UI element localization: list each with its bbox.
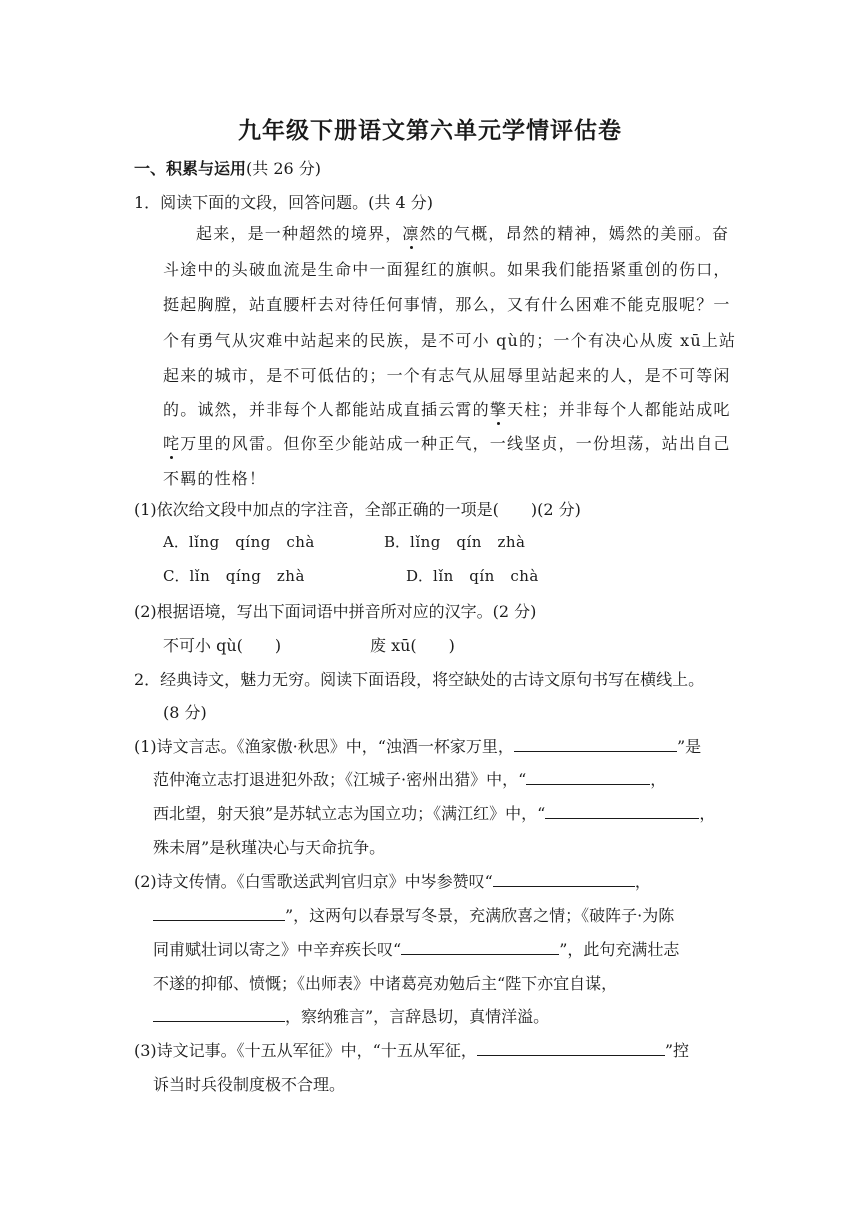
answer-blank[interactable] xyxy=(514,737,677,752)
question-2-stem: 2．经典诗文，魅力无穷。阅读下面语段，将空缺处的古诗文原句书写在横线上。 xyxy=(134,670,705,689)
answer-blank[interactable] xyxy=(153,1007,285,1022)
section-label: 一、积累与运用 xyxy=(134,159,247,178)
poem-1-line-2: 范仲淹立志打退进犯外敌；《江城子·密州出猎》中，“ ， xyxy=(153,770,667,789)
option-b[interactable]: B．lǐng qín zhà xyxy=(384,533,526,551)
poem-1-line-1: (1)诗文言志。《渔家傲·秋思》中，“浊酒一杯家万里， ”是 xyxy=(134,737,702,756)
passage-line-2: 斗途中的头破血流是生命中一面猩红的旗帜。如果我们能捂紧重创的伤口， xyxy=(163,260,731,279)
section-score: (共 26 分) xyxy=(246,159,322,178)
answer-blank[interactable] xyxy=(545,804,699,819)
poem-2-line-3: 同甫赋壮词以寄之》中辛弃疾长叹“ ”，此句充满壮志 xyxy=(153,940,680,959)
fill-item-xu[interactable]: 废 xū( ) xyxy=(370,636,455,655)
passage-line-5: 起来的城市，是不可低估的；一个有志气从屈辱里站起来的人，是不可等闲 xyxy=(163,366,731,385)
answer-blank[interactable] xyxy=(526,770,650,785)
poem-3-line-1: (3)诗文记事。《十五从军征》中，“十五从军征， ”控 xyxy=(134,1041,690,1060)
option-c[interactable]: C．lǐn qíng zhà xyxy=(163,567,305,585)
answer-blank[interactable] xyxy=(477,1041,665,1056)
answer-blank[interactable] xyxy=(493,872,635,887)
passage-line-8: 不羁的性格！ xyxy=(163,469,267,488)
poem-2-line-4: 不遂的抑郁、愤慨；《出师表》中诸葛亮劝勉后主“陛下亦宜自谋， xyxy=(153,974,618,993)
poem-3-line-2: 诉当时兵役制度极不合理。 xyxy=(153,1075,346,1094)
option-a[interactable]: A．lǐng qíng chà xyxy=(163,533,315,551)
passage-line-3: 挺起胸膛，站直腰杆去对待任何事情，那么，又有什么困难不能克服呢？一 xyxy=(163,295,731,314)
poem-2-line-2: ”，这两句以春景写冬景，充满欣喜之情；《破阵子·为陈 xyxy=(153,903,674,926)
question-1-sub-1: (1)依次给文段中加点的字注音，全部正确的一项是( )(2 分) xyxy=(134,500,581,519)
dotted-char: 擎 xyxy=(489,400,508,419)
fill-item-qu[interactable]: 不可小 qù( ) xyxy=(163,636,282,655)
question-1-stem: 1．阅读下面的文段，回答问题。(共 4 分) xyxy=(134,193,434,212)
passage-line-6: 的。诚然，并非每个人都能站成直插云霄的擎天柱；并非每个人都能站成叱 xyxy=(163,400,731,419)
section-heading xyxy=(134,156,321,179)
passage-line-4: 个有勇气从灾难中站起来的民族，是不可小 qù的；一个有决心从废 xū上站 xyxy=(163,331,737,350)
poem-1-line-4: 殊未屑”是秋瑾决心与天命抗争。 xyxy=(153,838,386,857)
page-title: 九年级下册语文第六单元学情评估卷 xyxy=(238,118,622,144)
question-2-score: (8 分) xyxy=(163,703,207,722)
answer-blank[interactable] xyxy=(153,906,285,921)
dotted-char: 咤 xyxy=(163,434,181,453)
question-1-sub-2: (2)根据语境，写出下面词语中拼音所对应的汉字。(2 分) xyxy=(134,602,537,621)
poem-2-line-5: ，察纳雅言”，言辞恳切，真情洋溢。 xyxy=(153,1004,549,1027)
passage-line-7: 咤万里的风雷。但你至少能站成一种正气，一线坚贞，一份坦荡，站出自己 xyxy=(163,434,731,453)
answer-blank[interactable] xyxy=(401,940,559,955)
poem-1-line-3: 西北望，射天狼”是苏轼立志为国立功；《满江红》中，“ ， xyxy=(153,804,716,823)
option-d[interactable]: D．lǐn qín chà xyxy=(406,567,539,585)
poem-2-line-1: (2)诗文传情。《白雪歌送武判官归京》中岑参赞叹“ ， xyxy=(134,872,651,891)
dotted-char: 凛 xyxy=(402,224,420,243)
passage-line-1: 起来，是一种超然的境界，凛然的气概，昂然的精神，嫣然的美丽。奋 xyxy=(196,224,730,243)
